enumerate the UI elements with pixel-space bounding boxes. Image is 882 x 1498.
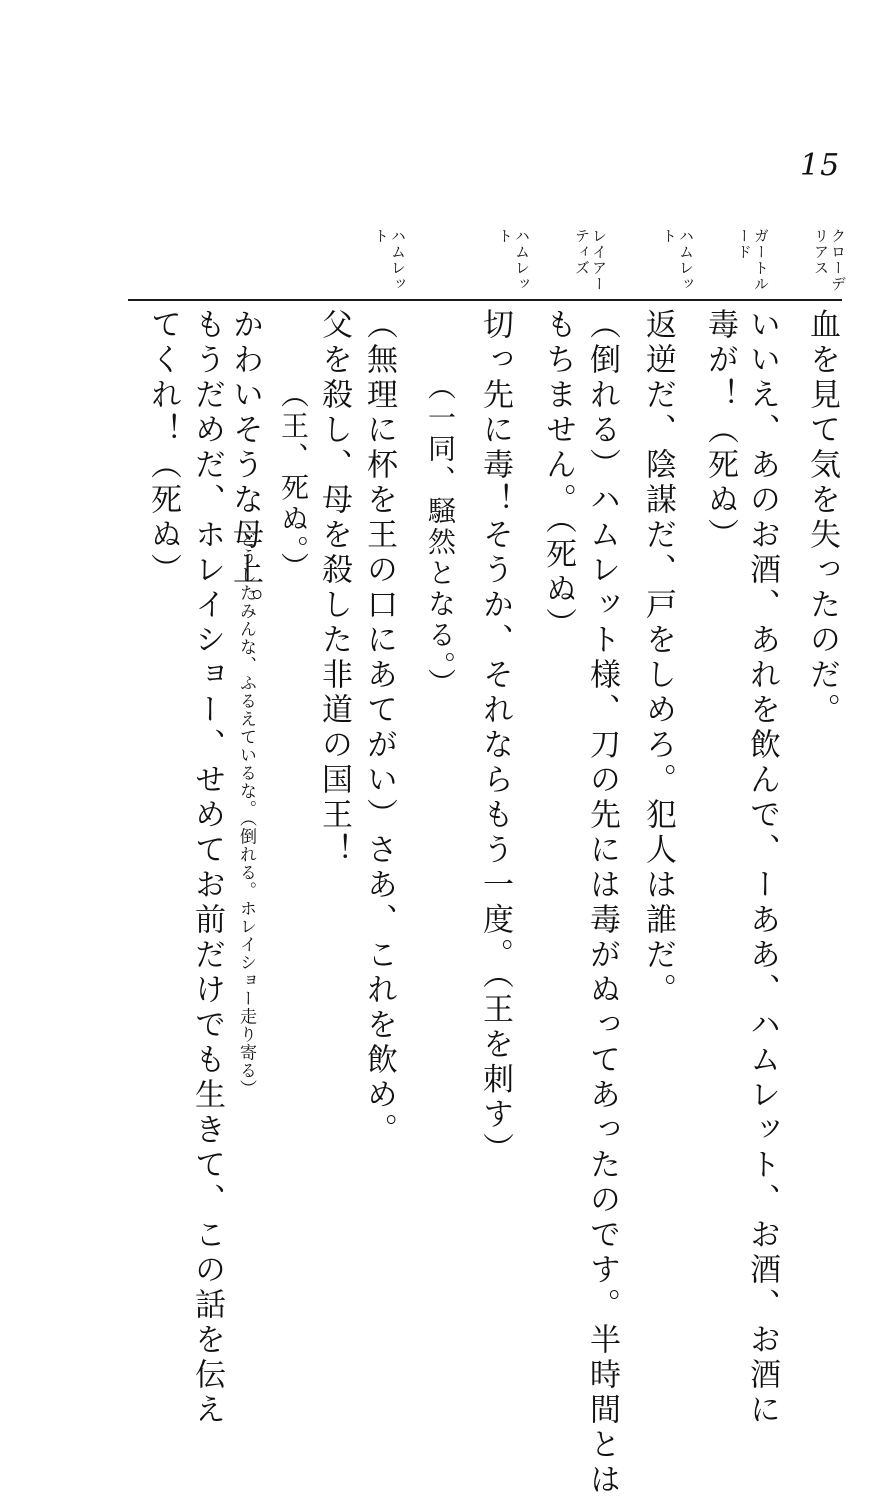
- dialogue-line: てくれ！（死ぬ）: [145, 308, 181, 588]
- speaker-hamlet: ハムレット: [496, 228, 531, 292]
- dialogue-line: 毒が！（死ぬ）: [702, 308, 738, 553]
- page-number: 15: [800, 148, 841, 183]
- dialogue-line-small: どうしたみんな、ふるえているな。（倒れる。ホレイショー走り寄る）: [236, 530, 256, 1098]
- dialogue-line: かわいそうな母上。: [227, 308, 263, 623]
- dialogue-line: 切っ先に毒！そうか、それならもう一度。（王を刺す）: [477, 308, 513, 1168]
- stage-direction: （王、死ぬ。）: [277, 380, 310, 583]
- dialogue-line: （倒れる）ハムレット様、刀の先には毒がぬってあったのです。半時間とは: [584, 308, 620, 1498]
- speaker-gertrude: ガートルード: [735, 228, 770, 292]
- dialogue-line: いいえ、あのお酒、あれを飲んで、ーああ、ハムレット、お酒、お酒に: [744, 308, 780, 1428]
- speaker-divider-line: [128, 299, 842, 301]
- dialogue-line: もちません。（死ぬ）: [540, 308, 576, 643]
- dialogue-line: もうだめだ、ホレイショー、せめてお前だけでも生きて、この話を伝え: [189, 308, 225, 1428]
- speaker-hamlet: ハムレット: [660, 228, 695, 292]
- speaker-claudius: クローデリアス: [812, 228, 847, 292]
- dialogue-line: 返逆だ、陰謀だ、戸をしめろ。犯人は誰だ。: [640, 308, 676, 1008]
- stage-direction: （一同、騒然となる。）: [424, 372, 457, 699]
- dialogue-line: 父を殺し、母を殺した非道の国王！: [316, 308, 352, 868]
- speaker-hamlet: ハムレット: [372, 228, 407, 292]
- dialogue-line: （無理に杯を王の口にあてがい）さあ、これを飲め。: [361, 308, 397, 1148]
- speaker-laertes: レイアーティズ: [573, 228, 608, 292]
- dialogue-line: 血を見て気を失ったのだ。: [804, 308, 840, 728]
